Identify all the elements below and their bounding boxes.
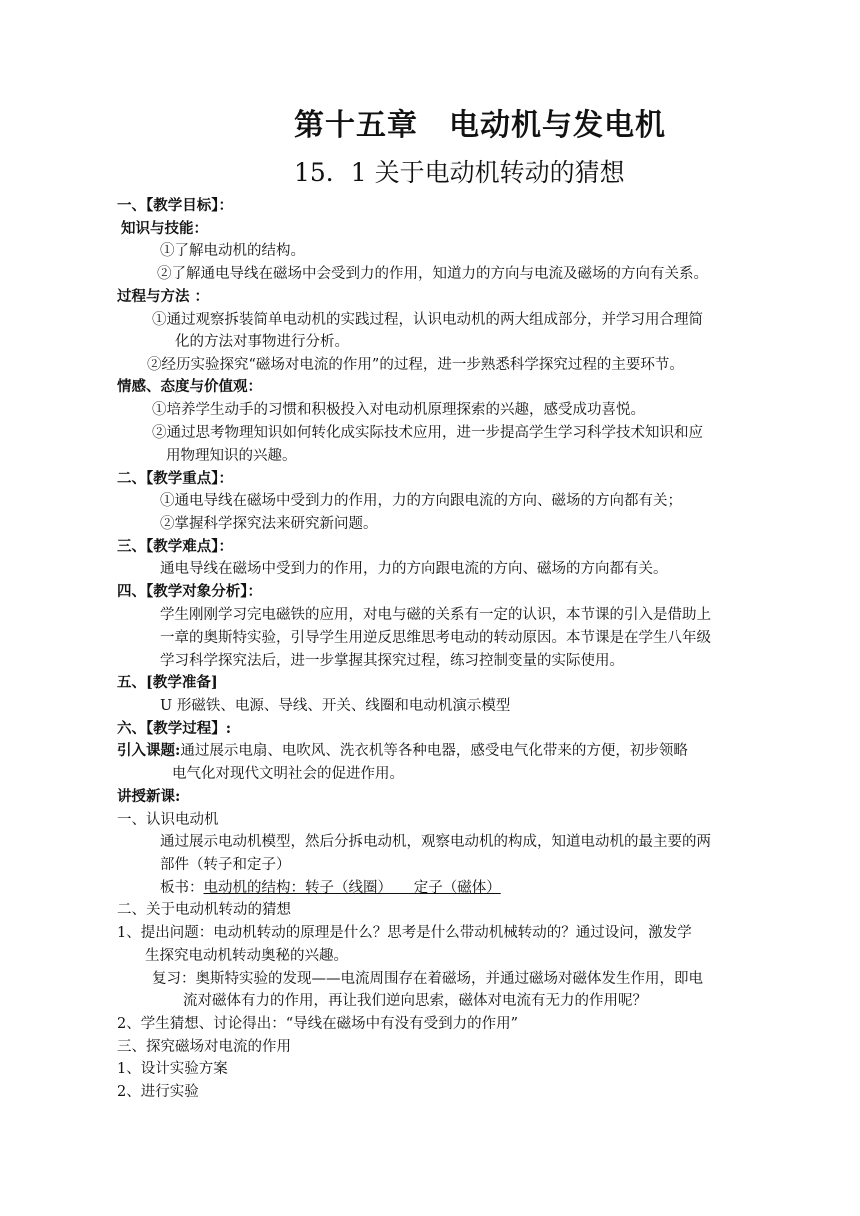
part-1-line-2: 部件（转子和定子）	[160, 857, 291, 873]
label-process-method: 过程与方法 ：	[117, 288, 210, 305]
part-2-line-1a: 1、提出问题：电动机转动的原理是什么？思考是什么带动机械转动的？通过设问，激发学	[117, 925, 692, 941]
analysis-line-2: 一章的奥斯特实验，引导学生用逆反思维思考电动的转动原因。本节课是在学生八年级	[160, 630, 711, 646]
section-title: 15．1 关于电动机转动的猜想	[294, 158, 625, 187]
part-2-heading: 二、关于电动机转动的猜想	[117, 902, 291, 918]
chapter-title: 第十五章 电动机与发电机	[294, 108, 666, 143]
heading-teaching-process: 六、【教学过程】:	[117, 720, 232, 737]
preparation-text: U 形磁铁、电源、导线、开关、线圈和电动机演示模型	[160, 698, 511, 714]
blackboard-label: 板书：	[160, 880, 204, 896]
heading-student-analysis: 四、【教学对象分析】：	[117, 583, 262, 600]
part-3-heading: 三、探究磁场对电流的作用	[117, 1039, 291, 1055]
goal-k2: ②了解通电导线在磁场中会受到力的作用，知道力的方向与电流及磁场的方向有关系。	[157, 266, 708, 282]
intro-text-b: 电气化对现代文明社会的促进作用。	[172, 766, 404, 782]
goal-p1a: ①通过观察拆装简单电动机的实践过程，认识电动机的两大组成部分，并学习用合理简	[152, 312, 703, 328]
part-3-step-2: 2、进行实验	[117, 1084, 199, 1100]
label-new-lesson: 讲授新课:	[117, 788, 181, 805]
intro-label: 引入课题:	[117, 742, 181, 759]
analysis-line-1: 学生刚刚学习完电磁铁的应用，对电与磁的关系有一定的认识，本节课的引入是借助上	[160, 607, 711, 623]
heading-key-points: 二、【教学重点】：	[117, 470, 233, 487]
heading-difficulties: 三、【教学难点】：	[117, 538, 233, 555]
label-emotion-values: 情感、态度与价值观：	[117, 378, 262, 395]
goal-p2: ②经历实验探究“磁场对电流的作用”的过程，进一步熟悉科学探究过程的主要环节。	[147, 357, 684, 373]
intro-line-1	[117, 741, 688, 761]
label-knowledge-skills: 知识与技能：	[121, 220, 208, 237]
part-2-line-1b: 生探究电动机转动奥秘的兴趣。	[145, 948, 348, 964]
part-3-step-1: 1、设计实验方案	[117, 1061, 228, 1077]
goal-k1: ①了解电动机的结构。	[160, 243, 305, 259]
part-2-line-2: 2、学生猜想、讨论得出：“导线在磁场中有没有受到力的作用”	[117, 1016, 519, 1032]
part-2-line-1c: 复习：奥斯特实验的发现——电流周围存在着磁场，并通过磁场对磁体发生作用，即电	[152, 971, 703, 987]
key-point-2: ②掌握科学探究法来研究新问题。	[160, 516, 378, 532]
difficulty-text: 通电导线在磁场中受到力的作用，力的方向跟电流的方向、磁场的方向都有关。	[160, 561, 668, 577]
analysis-line-3: 学习科学探究法后，进一步掌握其探究过程，练习控制变量的实际使用。	[160, 653, 624, 669]
blackboard-line	[160, 878, 501, 898]
goal-e2b: 用物理知识的兴趣。	[166, 448, 297, 464]
intro-text-a: 通过展示电扇、电吹风、洗衣机等各种电器，感受电气化带来的方便，初步领略	[180, 743, 688, 759]
part-2-line-1d: 流对磁体有力的作用，再让我们逆向思索，磁体对电流有无力的作用呢？	[183, 993, 647, 1009]
part-1-line-1: 通过展示电动机模型，然后分拆电动机，观察电动机的构成，知道电动机的最主要的两	[160, 834, 711, 850]
goal-e1: ①培养学生动手的习惯和积极投入对电动机原理探索的兴趣，感受成功喜悦。	[152, 402, 645, 418]
blackboard-text: 电动机的结构：转子（线圈） 定子（磁体）	[203, 880, 501, 896]
part-1-heading: 一、认识电动机	[117, 812, 219, 828]
goal-p1b: 化的方法对事物进行分析。	[175, 334, 349, 350]
heading-teaching-goals: 一、【教学目标】：	[117, 197, 233, 214]
key-point-1: ①通电导线在磁场中受到力的作用，力的方向跟电流的方向、磁场的方向都有关；	[160, 493, 682, 509]
heading-preparation: 五、[教学准备]	[117, 674, 218, 691]
goal-e2a: ②通过思考物理知识如何转化成实际技术应用，进一步提高学生学习科学技术知识和应	[152, 425, 703, 441]
